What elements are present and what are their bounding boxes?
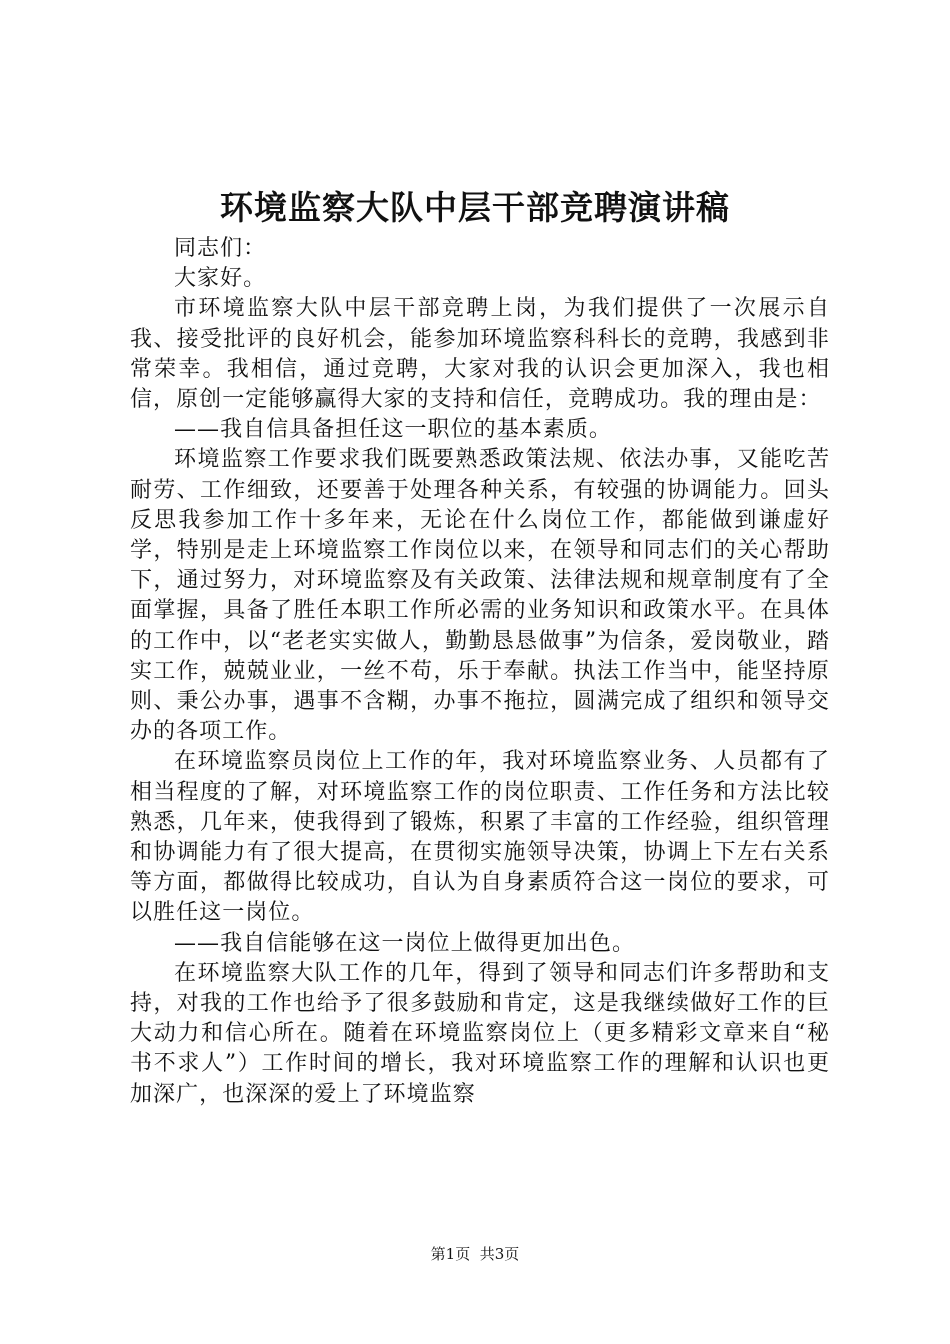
greeting: 大家好。	[174, 266, 267, 292]
page-total: 共3页	[479, 1245, 520, 1263]
page-number: 第1页	[430, 1245, 471, 1263]
section-heading-confidence: ——我自信能够在这一岗位上做得更加出色。	[174, 930, 636, 956]
paragraph-intro: 市环境监察大队中层干部竞聘上岗，为我们提供了一次展示自我、接受批评的良好机会，能参加环境监察科科长的竞聘，我感到非常荣幸。我相信，通过竞聘，大家对我的认识会更加深入，我也相信，原创一定能够赢得大家的支持和信任，竞聘成功。我的理由是：	[130, 296, 830, 413]
salutation: 同志们：	[174, 236, 267, 261]
section-heading-qualities: ——我自信具备担任这一职位的基本素质。	[174, 417, 612, 443]
paragraph-experience: 在环境监察员岗位上工作的年，我对环境监察业务、人员都有了相当程度的了解，对环境监察工作的岗位职责、工作任务和方法比较熟悉，几年来，使我得到了锻炼，积累了丰富的工作经验，组织管理和协调能力有了很大提高，在贯彻实施领导决策，协调上下左右关系等方面，都做得比较成功，自认为自身素质符合这一岗位的要求，可以胜任这一岗位。	[130, 749, 830, 926]
page-footer	[0, 1244, 950, 1264]
paragraph-qualities: 环境监察工作要求我们既要熟悉政策法规、依法办事，又能吃苦耐劳、工作细致，还要善于处理各种关系，有较强的协调能力。回头反思我参加工作十多年来，无论在什么岗位工作，都能做到谦虚好学，特别是走上环境监察工作岗位以来，在领导和同志们的关心帮助下，通过努力，对环境监察及有关政策、法律法规和规章制度有了全面掌握，具备了胜任本职工作所必需的业务知识和政策水平。在具体的工作中，以“老老实实做人，勤勤恳恳做事”为信条，爱岗敬业，踏实工作，兢兢业业，一丝不苟，乐于奉献。执法工作当中，能坚持原则、秉公办事，遇事不含糊，办事不拖拉，圆满完成了组织和领导交办的各项工作。	[130, 447, 830, 745]
paragraph-confidence: 在环境监察大队工作的几年，得到了领导和同志们许多帮助和支持，对我的工作也给予了很多鼓励和肯定，这是我继续做好工作的巨大动力和信心所在。随着在环境监察岗位上（更多精彩文章来自“秘书不求人”）工作时间的增长，我对环境监察工作的理解和认识也更加深广，也深深的爱上了环境监察	[130, 960, 830, 1107]
document-body	[130, 234, 830, 1110]
document-title: 环境监察大队中层干部竞聘演讲稿	[220, 188, 730, 227]
